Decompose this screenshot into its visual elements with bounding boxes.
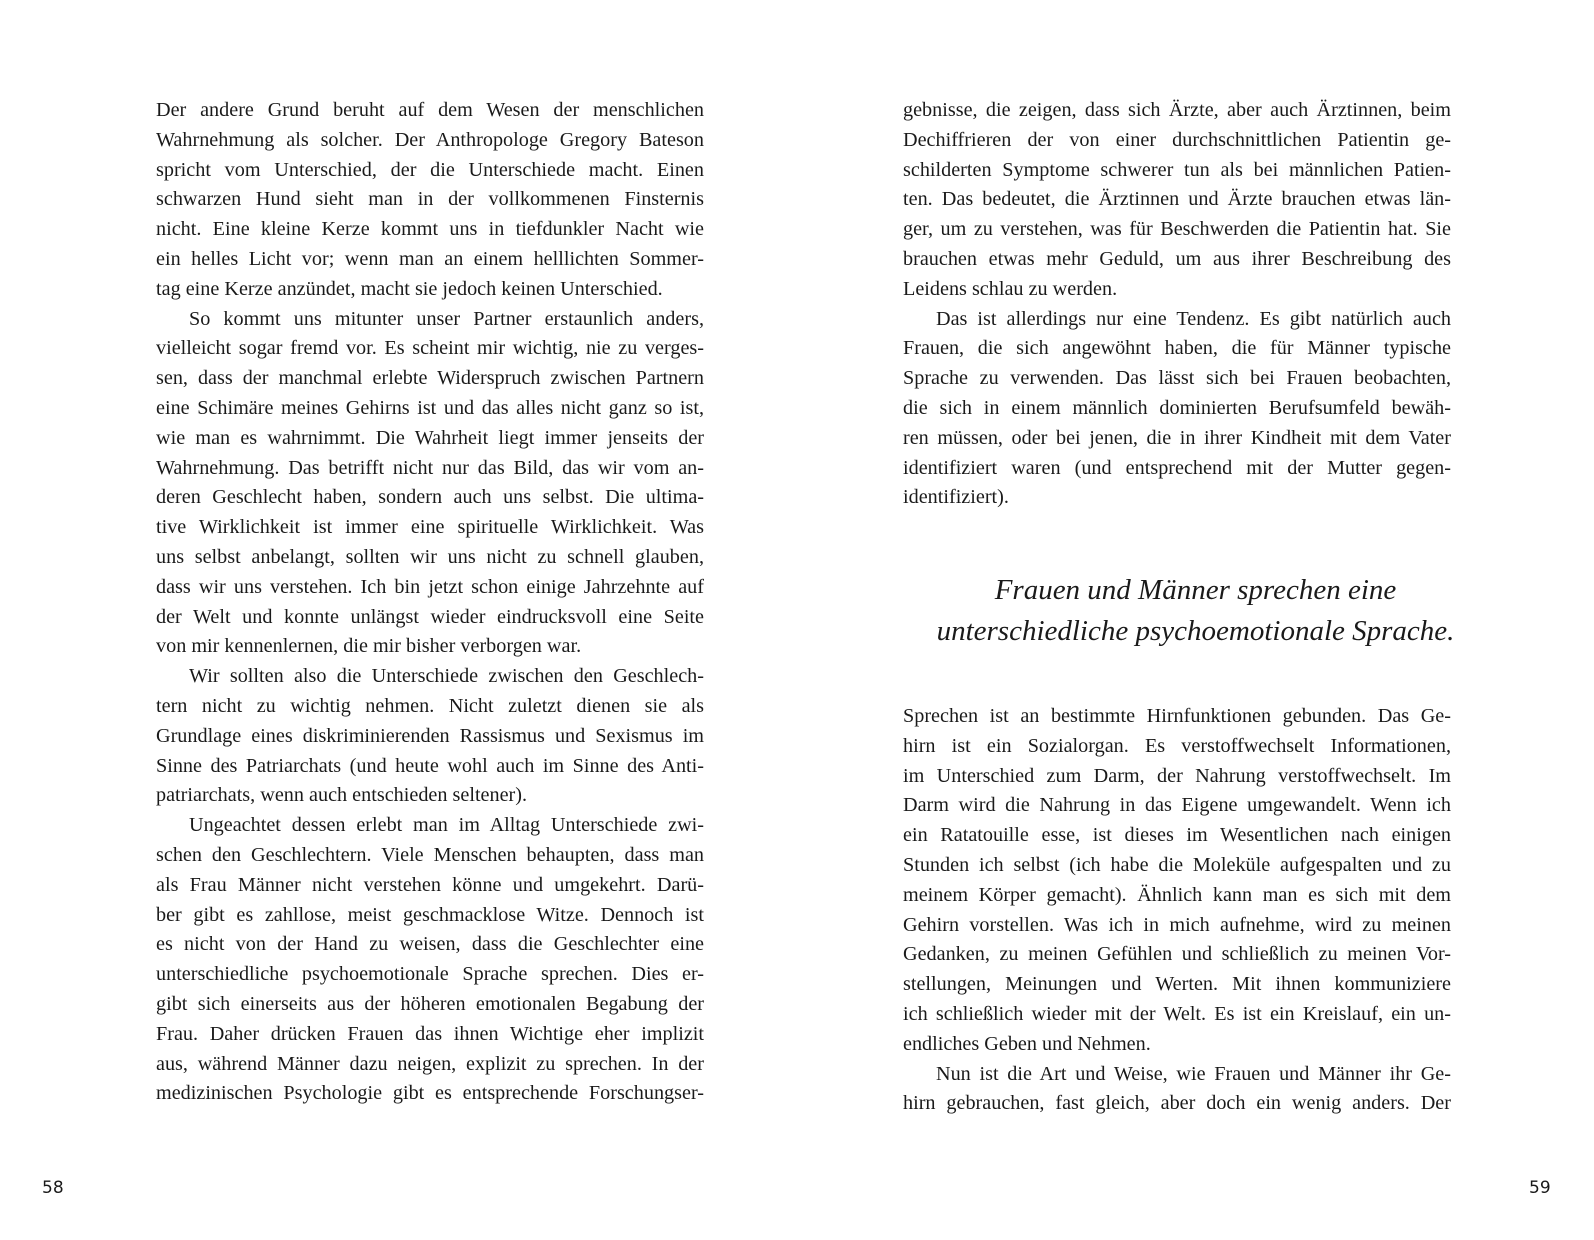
right-page-text-bottom <box>903 702 1451 1119</box>
text-line: hirn gebrauchen, fast gleich, aber doch ein wenig anders. Der <box>903 1092 1451 1115</box>
text-line: Leidens schlau zu werden. <box>903 277 1118 300</box>
paragraph <box>903 1060 1451 1120</box>
text-line: hirn ist ein Sozialorgan. Es verstoffwechselt Informationen, <box>903 734 1451 757</box>
left-page-text <box>156 96 704 1109</box>
text-line: schilderten Symptome schwerer tun als bei männlichen Patien- <box>903 158 1451 181</box>
text-line: schwarzen Hund sieht man in der vollkommenen Finsternis <box>156 188 704 211</box>
paragraph <box>903 305 1451 514</box>
right-page <box>797 0 1594 1240</box>
text-line: Darm wird die Nahrung in das Eigene umgewandelt. Wenn ich <box>903 794 1451 817</box>
text-line: ger, um zu verstehen, was für Beschwerden die Patientin hat. Sie <box>903 218 1451 241</box>
text-line: Wir sollten also die Unterschiede zwischen den Geschlech- <box>189 665 704 688</box>
text-line: spricht vom Unterschied, der die Unterschiede macht. Einen <box>156 158 704 181</box>
text-line: brauchen etwas mehr Geduld, um aus ihrer Beschreibung des <box>903 247 1451 270</box>
text-line: tag eine Kerze anzündet, macht sie jedoch keinen Unterschied. <box>156 277 663 300</box>
text-line: eine Schimäre meines Gehirns ist und das alles nicht ganz so ist, <box>156 396 704 419</box>
text-line: Wahrnehmung als solcher. Der Anthropologe Gregory Bateson <box>156 128 704 151</box>
text-line: der Welt und konnte unlängst wieder eindrucksvoll eine Seite <box>156 605 704 628</box>
text-line: ein Ratatouille esse, ist dieses im Wesentlichen nach einigen <box>903 824 1451 847</box>
paragraph <box>156 305 704 663</box>
pull-quote-line: unterschiedliche psychoemotionale Sprache. <box>936 615 1455 647</box>
text-line: sen, dass der manchmal erlebte Widerspruch zwischen Partnern <box>156 367 704 390</box>
text-line: Das ist allerdings nur eine Tendenz. Es gibt natürlich auch <box>936 307 1451 330</box>
text-line: Der andere Grund beruht auf dem Wesen der menschlichen <box>156 99 704 121</box>
text-line: wie man es wahrnimmt. Die Wahrheit liegt immer jenseits der <box>156 426 704 449</box>
text-line: die sich in einem männlich dominierten Berufsumfeld bewäh- <box>903 396 1451 419</box>
text-line: meinem Körper gemacht). Ähnlich kann man es sich mit dem <box>903 883 1451 906</box>
text-line: tive Wirklichkeit ist immer eine spirituelle Wirklichkeit. Was <box>156 516 704 539</box>
text-line: im Unterschied zum Darm, der Nahrung verstoffwechselt. Im <box>903 764 1451 787</box>
text-line: Ungeachtet dessen erlebt man im Alltag Unterschiede zwi- <box>189 814 704 837</box>
text-line: vielleicht sogar fremd vor. Es scheint mir wichtig, nie zu verges- <box>156 337 704 360</box>
text-line: Sprache zu verwenden. Das lässt sich bei Frauen beobachten, <box>903 367 1451 390</box>
text-line: Sinne des Patriarchats (und heute wohl auch im Sinne des Anti- <box>156 754 704 777</box>
text-line: ein helles Licht vor; wenn man an einem helllichten Sommer- <box>156 247 704 270</box>
text-line: So kommt uns mitunter unser Partner erstaunlich anders, <box>189 307 704 330</box>
text-line: gebnisse, die zeigen, dass sich Ärzte, aber auch Ärztinnen, beim <box>903 99 1451 121</box>
text-line: unterschiedliche psychoemotionale Sprache sprechen. Dies er- <box>156 963 704 986</box>
text-line: von mir kennenlernen, die mir bisher verborgen war. <box>156 635 582 658</box>
text-line: ich schließlich wieder mit der Welt. Es ist ein Kreislauf, ein un- <box>903 1002 1451 1025</box>
text-line: ten. Das bedeutet, die Ärztinnen und Ärzte brauchen etwas län- <box>903 188 1451 211</box>
paragraph <box>156 811 704 1109</box>
pull-quote-line: Frauen und Männer sprechen eine <box>994 574 1397 606</box>
text-line: Frauen, die sich angewöhnt haben, die für Männer typische <box>903 337 1451 360</box>
text-line: Gehirn vorstellen. Was ich in mich aufnehme, wird zu meinen <box>903 913 1451 936</box>
text-line: Gedanken, zu meinen Gefühlen und schließlich zu meinen Vor- <box>903 943 1451 966</box>
text-line: es nicht von der Hand zu weisen, dass die Geschlechter eine <box>156 933 704 956</box>
text-line: nicht. Eine kleine Kerze kommt uns in tiefdunkler Nacht wie <box>156 218 704 241</box>
text-line: Grundlage eines diskriminierenden Rassismus und Sexismus im <box>156 724 704 747</box>
text-line: identifiziert). <box>903 486 1009 509</box>
text-line: Stunden ich selbst (ich habe die Moleküle aufgespalten und zu <box>903 853 1451 876</box>
text-line: als Frau Männer nicht verstehen könne und umgekehrt. Darü- <box>156 873 704 896</box>
text-line: dass wir uns verstehen. Ich bin jetzt schon einige Jahrzehnte auf <box>156 575 704 598</box>
page-number-left: 58 <box>42 1178 64 1198</box>
paragraph <box>903 96 1451 305</box>
text-line: Wahrnehmung. Das betrifft nicht nur das Bild, das wir vom an- <box>156 456 704 479</box>
text-line: aus, während Männer dazu neigen, explizit zu sprechen. In der <box>156 1052 704 1075</box>
text-line: Sprechen ist an bestimmte Hirnfunktionen gebunden. Das Ge- <box>903 705 1451 727</box>
paragraph <box>903 702 1451 1060</box>
text-line: schen den Geschlechtern. Viele Menschen behaupten, dass man <box>156 843 704 866</box>
paragraph <box>156 96 704 305</box>
text-line: Nun ist die Art und Weise, wie Frauen und Männer ihr Ge- <box>936 1062 1451 1085</box>
pull-quote <box>797 570 1594 652</box>
text-line: deren Geschlecht haben, sondern auch uns selbst. Die ultima- <box>156 486 704 509</box>
text-line: patriarchats, wenn auch entschieden seltener). <box>156 784 528 807</box>
text-line: tern nicht zu wichtig nehmen. Nicht zuletzt dienen sie als <box>156 694 704 717</box>
text-line: Dechiffrieren der von einer durchschnittlichen Patientin ge- <box>903 128 1451 151</box>
text-line: identifiziert waren (und entsprechend mit der Mutter gegen- <box>903 456 1451 479</box>
page-number-right: 59 <box>1529 1178 1551 1198</box>
text-line: medizinischen Psychologie gibt es entsprechende Forschungser- <box>156 1082 704 1105</box>
text-line: ren müssen, oder bei jenen, die in ihrer Kindheit mit dem Vater <box>903 426 1451 449</box>
text-line: gibt sich einerseits aus der höheren emotionalen Begabung der <box>156 992 704 1015</box>
text-line: ber gibt es zahllose, meist geschmacklose Witze. Dennoch ist <box>156 903 704 926</box>
text-line: stellungen, Meinungen und Werten. Mit ihnen kommuniziere <box>903 973 1451 996</box>
right-page-text-top <box>903 96 1451 513</box>
text-line: uns selbst anbelangt, sollten wir uns nicht zu schnell glauben, <box>156 545 704 568</box>
text-line: Frau. Daher drücken Frauen das ihnen Wichtige eher implizit <box>156 1022 704 1045</box>
text-line: endliches Geben und Nehmen. <box>903 1032 1151 1055</box>
paragraph <box>156 662 704 811</box>
